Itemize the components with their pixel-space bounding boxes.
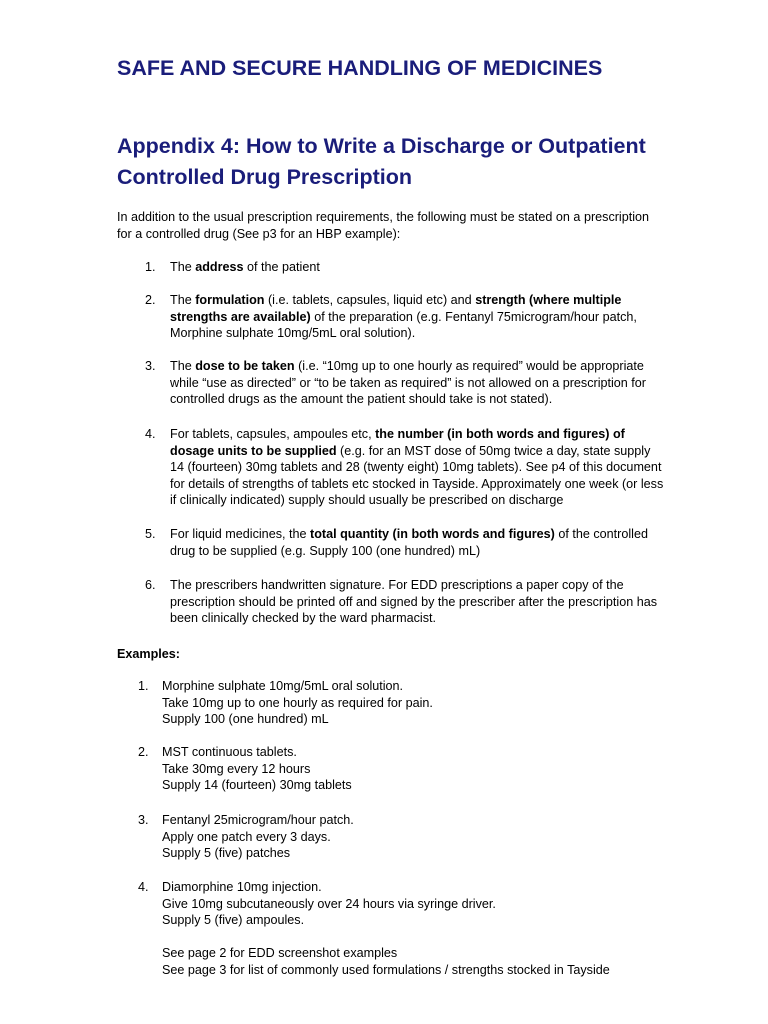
requirement-text: The formulation (i.e. tablets, capsules, liquid etc) and strength (where multiple strengths are available) of the preparation (e.g. Fentanyl 75microgram/hour patch, Morphine sulphate 10mg/5mL oral solution). — [170, 293, 637, 341]
requirement-item — [145, 526, 665, 559]
document-title: SAFE AND SECURE HANDLING OF MEDICINES — [117, 56, 603, 80]
example-item — [138, 812, 658, 862]
requirement-text: The prescribers handwritten signature. For EDD prescriptions a paper copy of the prescription should be printed off and signed by the prescriber after the prescription has been clinically checked by the ward pharmacist. — [170, 578, 658, 626]
list-number: 4. — [145, 427, 156, 441]
requirement-item — [145, 358, 665, 408]
requirement-item — [145, 426, 665, 509]
requirement-item — [145, 577, 665, 627]
list-number: 5. — [145, 527, 156, 541]
requirement-item — [145, 292, 665, 342]
example-text: MST continuous tablets. Take 30mg every 12 hours Supply 14 (fourteen) 30mg tablets — [162, 745, 352, 793]
list-number: 3. — [145, 359, 156, 373]
example-item — [138, 879, 658, 929]
list-number: 1. — [145, 260, 156, 274]
example-item — [138, 744, 658, 794]
examples-heading: Examples: — [117, 647, 180, 661]
appendix-heading: Appendix 4: How to Write a Discharge or Outpatient Controlled Drug Prescription — [117, 134, 646, 189]
requirement-item — [145, 259, 665, 276]
example-text: Fentanyl 25microgram/hour patch. Apply one patch every 3 days. Supply 5 (five) patches — [162, 813, 354, 861]
intro-paragraph: In addition to the usual prescription requirements, the following must be stated on a prescription for a controlled drug (See p3 for an HBP example): — [117, 210, 650, 241]
list-number: 4. — [138, 880, 149, 894]
requirement-text: For liquid medicines, the total quantity (in both words and figures) of the controlled drug to be supplied (e.g. Supply 100 (one hundred) mL) — [170, 527, 648, 558]
example-item — [138, 678, 658, 728]
requirement-text: The dose to be taken (i.e. “10mg up to one hourly as required” would be appropriate while “use as directed” or “to be taken as required” is not allowed on a prescription for controlled drugs as the amount the patient should take is not stated). — [170, 359, 647, 407]
list-number: 6. — [145, 578, 156, 592]
requirement-text: The address of the patient — [170, 260, 320, 274]
list-number: 2. — [145, 293, 156, 307]
example-text: Diamorphine 10mg injection. Give 10mg subcutaneously over 24 hours via syringe driver. Supply 5 (five) ampoules. — [162, 880, 496, 928]
list-number: 2. — [138, 745, 149, 759]
example-text: Morphine sulphate 10mg/5mL oral solution. Take 10mg up to one hourly as required for pain. Supply 100 (one hundred) mL — [162, 679, 433, 727]
note-line: See page 3 for list of commonly used formulations / strengths stocked in Tayside — [162, 963, 610, 977]
list-number: 3. — [138, 813, 149, 827]
list-number: 1. — [138, 679, 149, 693]
requirement-text: For tablets, capsules, ampoules etc, the number (in both words and figures) of dosage units to be supplied (e.g. for an MST dose of 50mg twice a day, state supply 14 (fourteen) 30mg tablets and 28 (twenty eight) 10mg tablets). See p4 of this document for details of strengths of tablets etc stocked in Tayside. Approximately one week (or less if clinically indicated) supply should usually be prescribed on discharge — [170, 427, 664, 508]
note-line: See page 2 for EDD screenshot examples — [162, 946, 398, 960]
